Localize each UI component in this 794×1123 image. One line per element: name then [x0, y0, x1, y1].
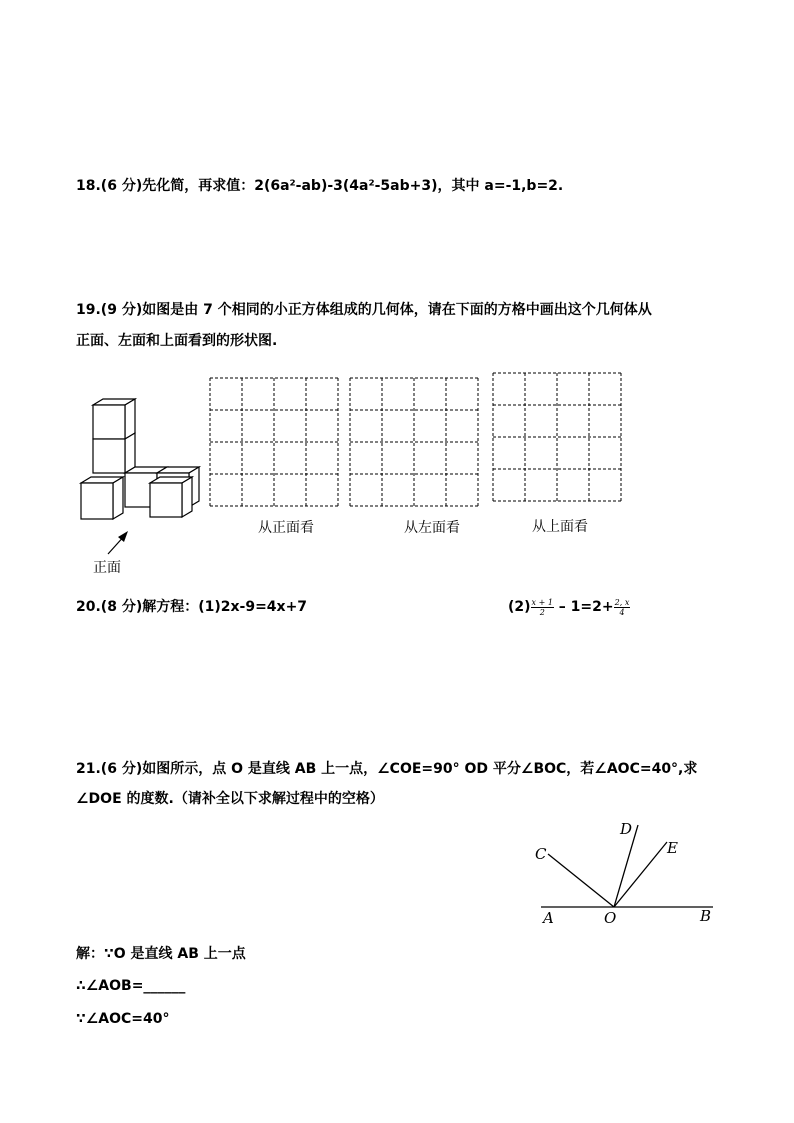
caption-front-view: 从正面看 — [258, 520, 314, 536]
solution-line1: 解：∵O 是直线 AB 上一点 — [76, 946, 246, 962]
part2-middle: – 1=2+ — [553, 599, 614, 615]
cube-figure — [76, 395, 216, 545]
question-19-line2: 正面、左面和上面看到的形状图. — [76, 333, 278, 349]
point-o-label: O — [604, 909, 617, 927]
point-e-label: E — [667, 839, 678, 857]
caption-top-view: 从上面看 — [532, 519, 588, 535]
question-21-line1: 21.(6 分)如图所示，点 O 是直线 AB 上一点，∠COE=90° OD 平分∠BOC，若∠AOC=40°,求 — [76, 761, 698, 777]
grid-left-view[interactable] — [350, 378, 480, 508]
question-19-line1: 19.(9 分)如图是由 7 个相同的小正方体组成的几何体，请在下面的方格中画出这个几何体从 — [76, 302, 652, 318]
point-b-label: B — [700, 907, 712, 925]
grid-top-view[interactable] — [493, 373, 623, 503]
question-18: 18.(6 分)先化简，再求值：2(6a²-ab)-3(4a²-5ab+3)，其中 a=-1,b=2. — [76, 178, 564, 194]
fraction-2-numerator: 2, x — [614, 597, 630, 607]
question-20-part1: 20.(8 分)解方程：(1)2x-9=4x+7 — [76, 599, 308, 615]
point-c-label: C — [535, 845, 547, 863]
solution-line2[interactable]: ∴∠AOB=______ — [76, 978, 186, 994]
solution-line3: ∵∠AOC=40° — [76, 1011, 170, 1027]
fraction-1-numerator: x + 1 — [531, 597, 553, 607]
front-label: 正面 — [93, 560, 121, 576]
fraction-2 — [614, 598, 631, 617]
grid-front-view[interactable] — [210, 378, 340, 508]
angle-figure — [535, 818, 735, 918]
fraction-1 — [531, 598, 554, 617]
fraction-1-denominator: 2 — [539, 607, 545, 617]
question-20-part2 — [508, 597, 630, 617]
point-d-label: D — [620, 820, 633, 838]
fraction-2-denominator: 4 — [619, 607, 625, 617]
part2-prefix: (2) — [508, 599, 531, 615]
point-a-label: A — [543, 909, 554, 927]
caption-left-view: 从左面看 — [404, 520, 460, 536]
question-21-line2: ∠DOE 的度数.（请补全以下求解过程中的空格） — [76, 791, 384, 807]
